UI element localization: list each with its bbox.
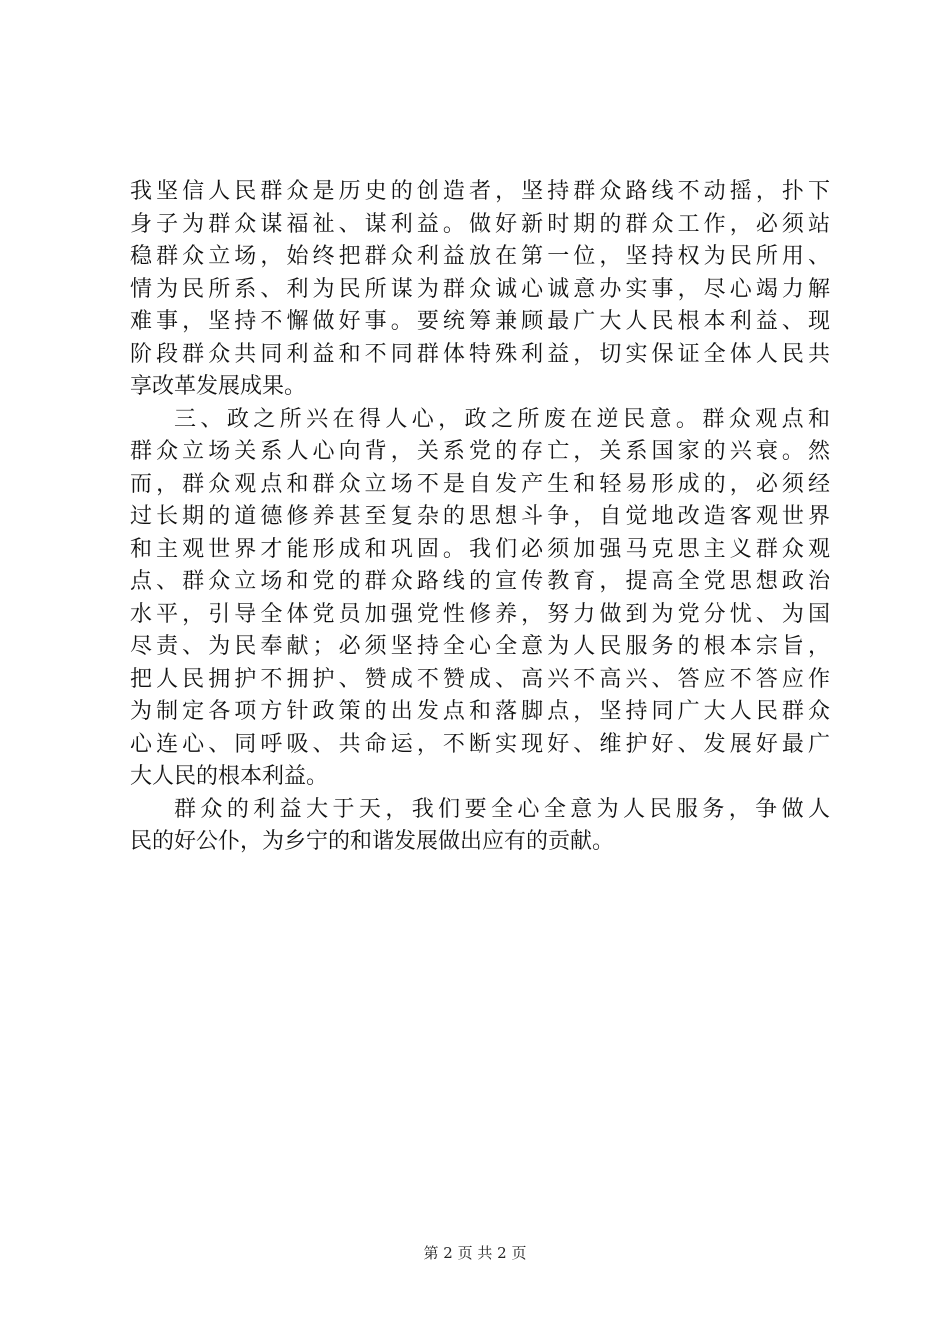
- paragraph-2-line-6: 点、群众立场和党的群众路线的宣传教育，提高全党思想政治: [130, 569, 830, 594]
- paragraph-2-line-7: 水平，引导全体党员加强党性修养，努力做到为党分忧、为国: [130, 601, 830, 627]
- paragraph-3-line-1: 群众的利益大于天，我们要全心全意为人民服务，争做人: [174, 796, 830, 822]
- paragraph-1-line-6: 阶段群众共同利益和不同群体特殊利益，切实保证全体人民共: [130, 341, 830, 367]
- paragraph-2-line-5: 和主观世界才能形成和巩固。我们必须加强马克思主义群众观: [130, 536, 830, 562]
- paragraph-3-line-2: 民的好公仆，为乡宁的和谐发展做出应有的贡献。: [130, 829, 615, 854]
- paragraph-2-line-1: 三、政之所兴在得人心，政之所废在逆民意。群众观点和: [174, 406, 830, 432]
- paragraph-2-line-9: 把人民拥护不拥护、赞成不赞成、高兴不高兴、答应不答应作: [130, 666, 830, 692]
- document-body: [130, 176, 830, 859]
- paragraph-2-line-8: 尽责、为民奉献；必须坚持全心全意为人民服务的根本宗旨，: [130, 634, 830, 659]
- paragraph-1-line-4: 情为民所系、利为民所谋为群众诚心诚意办实事，尽心竭力解: [130, 276, 830, 302]
- paragraph-2-line-12: 大人民的根本利益。: [130, 764, 329, 789]
- paragraph-2-line-3: 而，群众观点和群众立场不是自发产生和轻易形成的，必须经: [130, 471, 830, 497]
- paragraph-2-line-10: 为制定各项方针政策的出发点和落脚点，坚持同广大人民群众: [130, 699, 830, 724]
- paragraph-1-line-2: 身子为群众谋福祉、谋利益。做好新时期的群众工作，必须站: [130, 211, 830, 237]
- paragraph-1-line-5: 难事，坚持不懈做好事。要统筹兼顾最广大人民根本利益、现: [130, 309, 830, 334]
- paragraph-2-line-11: 心连心、同呼吸、共命运，不断实现好、维护好、发展好最广: [130, 731, 830, 757]
- page-footer: [0, 1242, 950, 1263]
- page-number-label: 第 2 页 共 2 页: [423, 1244, 527, 1262]
- paragraph-1-line-1: 我坚信人民群众是历史的创造者，坚持群众路线不动摇，扑下: [130, 179, 830, 204]
- paragraph-1-line-3: 稳群众立场，始终把群众利益放在第一位，坚持权为民所用、: [130, 244, 830, 269]
- paragraph-2-line-4: 过长期的道德修养甚至复杂的思想斗争，自觉地改造客观世界: [130, 504, 830, 529]
- paragraph-1-line-7: 享改革发展成果。: [130, 374, 307, 399]
- paragraph-2-line-2: 群众立场关系人心向背，关系党的存亡，关系国家的兴衰。然: [130, 439, 830, 464]
